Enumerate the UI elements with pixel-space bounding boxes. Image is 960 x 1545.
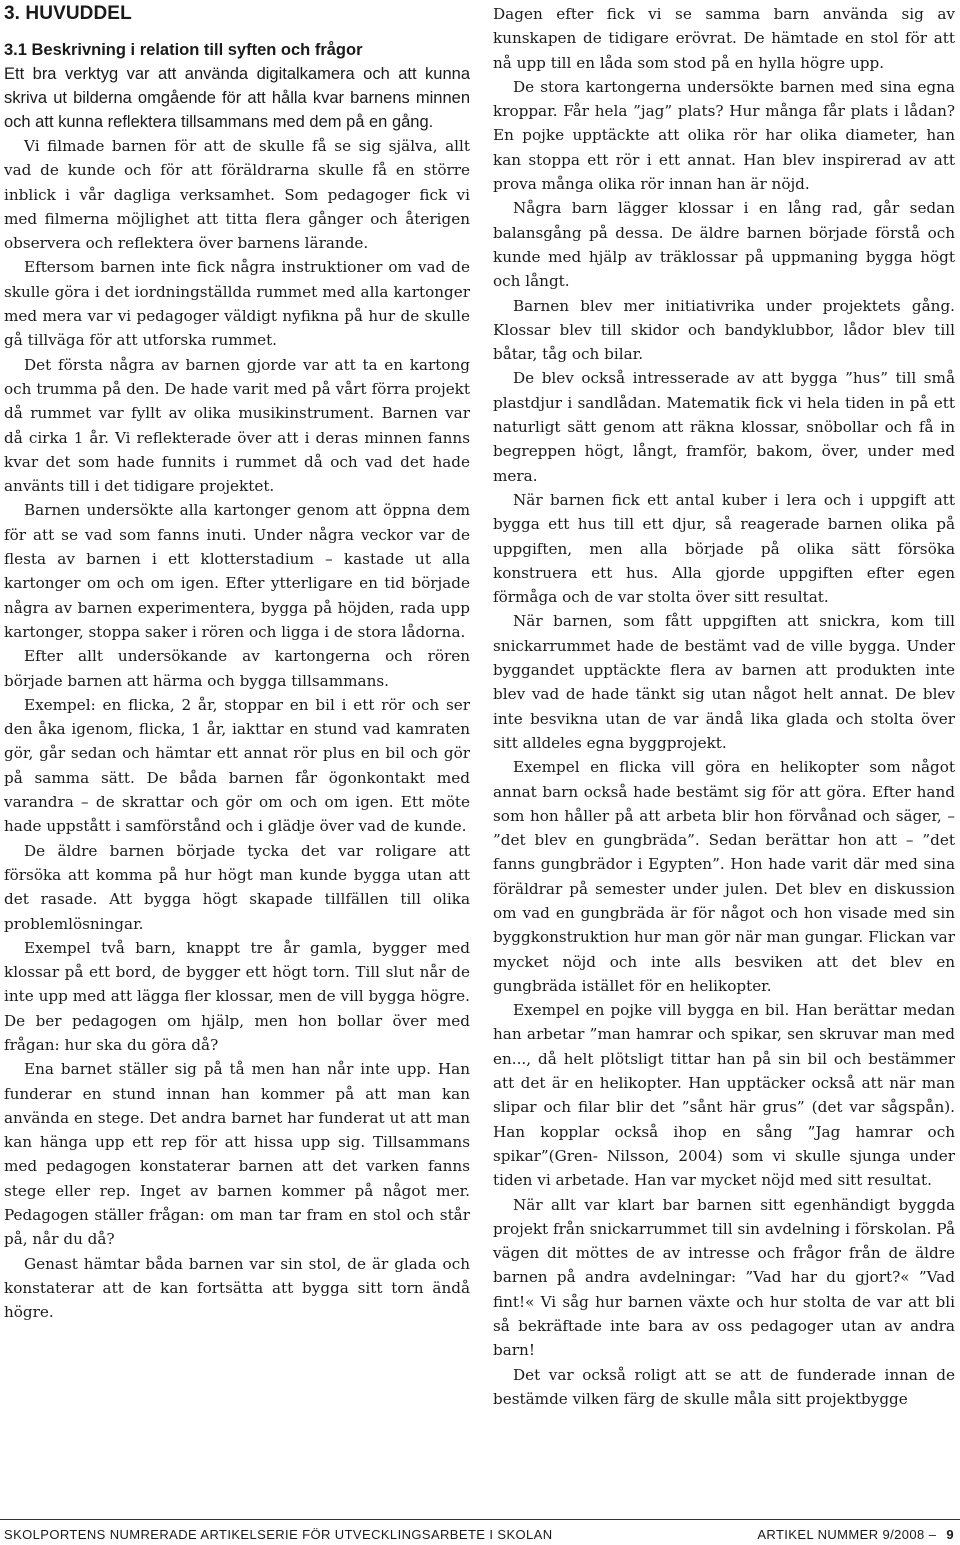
body-paragraph: Exempel en pojke vill bygga en bil. Han berättar medan han arbetar ”man hamrar och spikar, sen skruvar man med en..., då helt plötsligt tittar han på sin bil och bestämmer att det är en helikopter. Han upptäcker också att när man slipar och filar blir det ”sånt här grus” (det var sågspån). Han kopplar också ihop en sång ”Jag hamrar och spikar”(Gren- Nilsson, 2004) som vi skulle sjunga under tiden vi arbetade. Han var mycket nöjd med sitt resultat. [493,1001,955,1190]
body-paragraph: Efter allt undersökande av kartongerna och rören började barnen att härma och bygga tillsammans. [4,647,470,690]
body-paragraph: De stora kartongerna undersökte barnen med sina egna kroppar. Får hela ”jag” plats? Hur många får plats i lådan? En pojke upptäckte att olika rör har olika diameter, han kan stoppa ett rör i ett annat. Han blev inspirerad av att prova många olika rör innan han är nöjd. [493,77,955,194]
footer-article-number: ARTIKEL NUMMER 9/2008 [757,1527,925,1542]
body-paragraph: Ena barnet ställer sig på tå men han når inte upp. Han funderar en stund innan han kommer på att man kan använda en stege. Det andra barnet har funderat ut att man kan hänga upp ett rep för att hissa upp sig. Tillsammans med pedagogen konstaterar barnen att det varken fanns stege eller rep. Inget av barnen kommer på något mer. Pedagogen ställer frågan: om man tar fram en stol och står på, når du då? [4,1060,470,1249]
body-paragraph: Barnen undersökte alla kartonger genom att öppna dem för att se vad som fanns inuti. Under några veckor var de flesta av barnen i ett klotterstadium – kastade ut alla kartonger om och om igen. Efter ytterligare en tid började några av barnen experimentera, bygga på höjden, rada upp kartonger, stoppa saker i rören och ligga i de stora lådorna. [4,501,470,641]
body-paragraph: Det första några av barnen gjorde var att ta en kartong och trumma på den. De hade varit med på vårt förra projekt då rummet var fyllt av olika musikinstrument. Barnen var då cirka 1 år. Vi reflekterade över att i deras minnen fanns kvar det som hade funnits i rummet då och vad det hade använts till i det tidigare projektet. [4,355,470,496]
body-paragraph: Exempel: en flicka, 2 år, stoppar en bil i ett rör och ser den åka igenom, flicka, 1 år, iakttar en stund vad kamraten gör, går sedan och hämtar ett annat rör plus en bil och gör på samma sätt. De båda barnen får ögonkontakt med varandra – de skrattar och gör om och om igen. Ett möte hade uppstått i samförstånd och i glädje över vad de kunde. [4,695,470,836]
body-paragraph: Det var också roligt att se att de funderade innan de bestämde vilken färg de skulle måla sitt projektbygge [493,1365,955,1408]
body-paragraph: Några barn lägger klossar i en lång rad, går sedan balansgång på dessa. De äldre barnen började förstå och kunde med hjälp av träklossar på uppmaning bygga högt och långt. [493,199,955,291]
body-paragraph: När barnen fick ett antal kuber i lera och i uppgift att bygga ett hus till ett djur, så reagerade barnen olika på uppgiften, men alla började på olika sätt försöka konstruera ett hus. Alla gjorde uppgiften efter egen förmåga och de var stolta över sitt resultat. [493,490,955,607]
subsection-title: 3.1 Beskrivning i relation till syften och frågor [4,41,363,59]
body-paragraph: Genast hämtar båda barnen var sin stol, de är glada och konstaterar att de kan fortsätta att bygga sitt torn ändå högre. [4,1254,470,1322]
body-paragraph: När allt var klart bar barnen sitt egenhändigt byggda projekt från snickarrummet till sin avdelning i förskolan. På vägen dit möttes de av intresse och frågor från de äldre barnen på andra avdelningar: ”Vad har du gjort?« ”Vad fint!« Vi såg hur barnen växte och hur stolta de var att bli så bekräftade inte bara av oss pedagoger utan av andra barn! [493,1195,955,1360]
body-paragraph: De blev också intresserade av att bygga ”hus” till små plastdjur i sandlådan. Matematik fick vi hela tiden in på ett naturligt sätt genom att räkna klossar, snöbollar och få in begreppen högt, långt, framför, bakom, över, under med mera. [493,369,955,485]
section-title: 3. HUVUDDEL [4,3,132,24]
page-number: 9 [946,1527,954,1542]
right-column [493,2,955,1411]
body-paragraph: De äldre barnen började tycka det var roligare att försöka att komma på hur högt man kunde bygga utan att det rasade. Att bygga högt skapade tillfällen till olika problemlösningar. [4,841,470,933]
body-paragraph: När barnen, som fått uppgiften att snickra, kom till snickarrummet hade de bestämt vad de ville bygga. Under byggandet upptäckte flera av barnen att produkten inte blev vad de hade tänkt sig utan något helt annat. De blev inte besvikna utan de var ändå lika glada och stolta över sitt alldeles egna byggprojekt. [493,612,955,752]
footer-divider [0,1519,960,1520]
body-paragraph: Exempel en flicka vill göra en helikopter som något annat barn också hade bestämt sig för att göra. Efter hand som hon håller på att arbeta blir hon förvånad och säger, – ”det blev en gungbräda”. Sedan berättar hon att – ”det fanns gungbrädor i Egypten”. Hon hade varit där med sina föräldrar på semester under julen. Det blev en diskussion om vad en gungbräda är för något och hon visade med sin byggkonstruktion hur man gör när man gungar. Flickan var mycket nöjd och inte alls besviken att det blev en gungbräda istället för en helikopter. [493,758,955,995]
body-paragraph: Barnen blev mer initiativrika under projektets gång. Klossar blev till skidor och bandyklubbor, lådor blev till båtar, tåg och bilar. [493,296,955,364]
lead-paragraph: Ett bra verktyg var att använda digitalkamera och att kunna skriva ut bilderna omgående för att hålla kvar barnens minnen och att kunna reflektera tillsammans med dem på en gång. [4,65,470,131]
body-paragraph: Eftersom barnen inte fick några instruktioner om vad de skulle göra i det iordningställda rummet med alla kartonger med mera var vi pedagoger väldigt nyfikna på hur de skulle gå tillväga för att utforska rummet. [4,258,470,350]
body-paragraph: Dagen efter fick vi se samma barn använda sig av kunskapen de tidigare erövrat. De hämtade en stol för att nå upp till en låda som stod på en hylla högre upp. [493,5,955,72]
footer-separator: – [928,1527,937,1542]
footer-article-info [757,1527,954,1543]
body-paragraph: Exempel två barn, knappt tre år gamla, bygger med klossar på ett bord, de bygger ett högt torn. Till slut når de inte upp med att lägga fler klossar, men de vill bygga högre. De ber pedagogen om hjälp, men hon bollar över med frågan: hur ska du göra då? [4,938,470,1054]
body-paragraph: Vi filmade barnen för att de skulle få se sig själva, allt vad de kunde och för att föräldrarna skulle få en större inblick i vår dagliga verksamhet. Som pedagoger fick vi med filmerna möjlighet att titta flera gånger och återigen observera och reflektera över barnens lärande. [4,137,470,253]
left-column [4,2,470,1325]
footer-series-title: SKOLPORTENS NUMRERADE ARTIKELSERIE FÖR UTVECKLINGSARBETE I SKOLAN [4,1527,553,1542]
